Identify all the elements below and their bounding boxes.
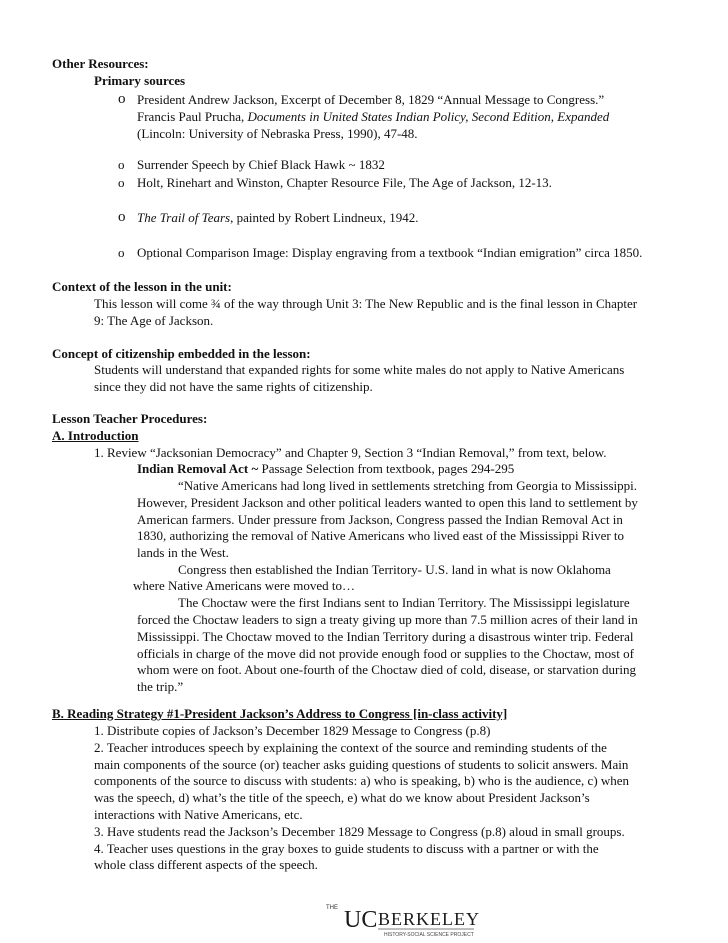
procedures-heading: Lesson Teacher Procedures: <box>52 411 208 426</box>
logo-tagline: HISTORY-SOCIAL SCIENCE PROJECT <box>384 932 474 938</box>
section-b-line: was the speech, d) what’s the title of the speech, e) what do we know about President Jackson’s <box>94 790 590 805</box>
bullet-marker: o <box>118 91 126 107</box>
resource-item-trail-of-tears <box>137 210 419 226</box>
section-b-line: 2. Teacher introduces speech by explaining the context of the source and reminding students of the <box>94 740 607 755</box>
section-a-heading: A. Introduction <box>52 428 139 443</box>
section-b-line: interactions with Native Americans, etc. <box>94 807 303 822</box>
bullet-marker: o <box>118 209 126 225</box>
resource-item-black-hawk: Surrender Speech by Chief Black Hawk ~ 1832 <box>137 157 385 172</box>
resource-item-holt: Holt, Rinehart and Winston, Chapter Resource File, The Age of Jackson, 12-13. <box>137 175 552 190</box>
section-b-line: whole class different aspects of the speech. <box>94 857 318 872</box>
section-b-line: 4. Teacher uses questions in the gray boxes to guide students to discuss with a partner or with the <box>94 841 599 856</box>
bullet-marker: o <box>118 175 125 190</box>
citizenship-heading: Concept of citizenship embedded in the lesson: <box>52 346 311 361</box>
passage-line: officials in charge of the move did not provide enough food or supplies to the Choctaw, most of <box>137 646 634 661</box>
passage-line: lands in the West. <box>137 545 229 560</box>
resource-item-jackson-line3: (Lincoln: University of Nebraska Press, 1990), 47-48. <box>137 126 418 141</box>
section-b-heading: B. Reading Strategy #1-President Jackson’s Address to Congress [in-class activity] <box>52 706 508 721</box>
section-b-line: main components of the source (or) teacher asks guiding questions of students to solicit answers. Main <box>94 757 629 772</box>
indian-removal-act-source: Passage Selection from textbook, pages 294-295 <box>258 461 515 476</box>
resource-item-jackson-line1: President Andrew Jackson, Excerpt of December 8, 1829 “Annual Message to Congress.” <box>137 92 605 107</box>
passage-line: where Native Americans were moved to… <box>133 578 356 593</box>
procedure-step-1: 1. Review “Jacksonian Democracy” and Chapter 9, Section 3 “Indian Removal,” from text, below. <box>94 445 607 460</box>
trail-of-tears-credit: , painted by Robert Lindneux, 1942. <box>230 210 419 225</box>
bullet-marker: o <box>118 245 125 260</box>
bullet-marker: o <box>118 157 125 172</box>
other-resources-heading: Other Resources: <box>52 56 149 71</box>
logo-uc: UC <box>344 907 378 933</box>
section-b-line: components of the source to discuss with students: a) who is speaking, b) who is the audience, c) when <box>94 773 630 788</box>
indian-removal-act-title: Indian Removal Act ~ <box>137 461 259 476</box>
passage-line: whom were on foot. About one-fourth of the Choctaw died of cold, disease, or starvation during <box>137 662 636 677</box>
resource-item-jackson-line2 <box>137 109 609 125</box>
context-heading: Context of the lesson in the unit: <box>52 279 232 294</box>
logo-the: THE <box>326 905 338 911</box>
passage-line: The Choctaw were the first Indians sent to Indian Territory. The Mississippi legislature <box>178 595 630 610</box>
passage-line: American farmers. Under pressure from Jackson, Congress passed the Indian Removal Act in <box>137 512 623 527</box>
resource-item-prucha-author: Francis Paul Prucha, <box>137 109 248 124</box>
passage-line: However, President Jackson and other political leaders wanted to open this land to settlement by <box>137 495 638 510</box>
uc-berkeley-logo <box>322 898 482 938</box>
passage-line: Congress then established the Indian Territory- U.S. land in what is now Oklahoma <box>178 562 611 577</box>
section-b-line: 3. Have students read the Jackson’s December 1829 Message to Congress (p.8) aloud in small groups. <box>94 824 625 839</box>
resource-item-comparison-image: Optional Comparison Image: Display engraving from a textbook “Indian emigration” circa 1850. <box>137 245 643 260</box>
logo-berkeley: BERKELEY <box>378 909 480 929</box>
resource-item-prucha-title: Documents in United States Indian Policy, Second Edition, Expanded <box>247 109 610 124</box>
citizenship-text-line1: Students will understand that expanded rights for some white males do not apply to Native Americans <box>94 362 625 377</box>
passage-line: forced the Choctaw leaders to sign a treaty giving up more than 7.5 million acres of their land in <box>137 612 638 627</box>
context-text-line1: This lesson will come ¾ of the way through Unit 3: The New Republic and is the final lesson in Chapter <box>94 296 638 311</box>
indian-removal-act-line <box>137 461 514 477</box>
section-b-line: 1. Distribute copies of Jackson’s December 1829 Message to Congress (p.8) <box>94 723 491 738</box>
citizenship-text-line2: since they did not have the same rights of citizenship. <box>94 379 373 394</box>
passage-line: 1830, authorizing the removal of Native Americans who lived east of the Mississippi River to <box>137 528 625 543</box>
context-text-line2: 9: The Age of Jackson. <box>94 313 214 328</box>
primary-sources-heading: Primary sources <box>94 73 186 88</box>
passage-line: the trip.” <box>137 679 184 694</box>
trail-of-tears-title: The Trail of Tears <box>137 210 231 225</box>
passage-line: Mississippi. The Choctaw moved to the Indian Territory during a disastrous winter trip. Federal <box>137 629 634 644</box>
passage-line: “Native Americans had long lived in settlements stretching from Georgia to Mississippi. <box>178 478 638 493</box>
